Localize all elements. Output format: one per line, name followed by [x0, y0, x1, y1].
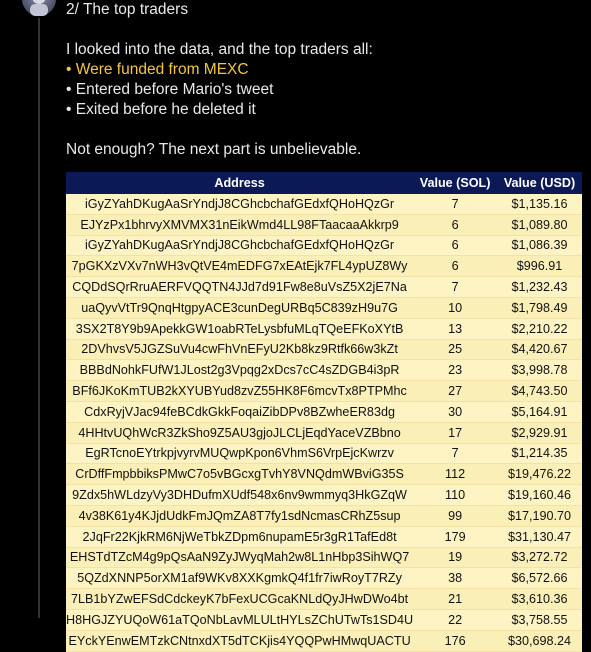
cell-value-sol: 25 — [413, 339, 497, 360]
table-row — [66, 277, 582, 298]
cell-value-usd: $3,998.78 — [497, 360, 582, 381]
table-row — [66, 214, 582, 235]
table-row — [66, 443, 582, 464]
table-row — [66, 194, 582, 214]
cell-value-usd: $3,758.55 — [497, 609, 582, 630]
cell-value-usd: $1,798.49 — [497, 297, 582, 318]
cell-address: iGyZYahDKugAaSrYndjJ8CGhcbchafGEdxfQHoHQzGr — [66, 235, 413, 256]
table-row — [66, 318, 582, 339]
column-header-address: Address — [66, 172, 413, 194]
cell-value-usd: $1,086.39 — [497, 235, 582, 256]
cell-value-sol: 7 — [413, 443, 497, 464]
cell-value-usd: $19,476.22 — [497, 464, 582, 485]
post-intro: I looked into the data, and the top traders all: — [66, 41, 373, 58]
bullet-mexc: • Were funded from MEXC — [66, 61, 249, 78]
cell-value-sol: 176 — [413, 630, 497, 651]
cell-value-sol: 112 — [413, 464, 497, 485]
cell-value-usd: $996.91 — [497, 256, 582, 277]
post-header: 2/ The top traders — [66, 1, 189, 18]
cell-value-usd: $2,210.22 — [497, 318, 582, 339]
cell-address: 2JqFr22KjkRM6NjWeTbkZDpm6nupamE5r3gR1TafEd8t — [66, 526, 413, 547]
thread-line — [38, 18, 40, 618]
cell-value-usd: $2,929.91 — [497, 422, 582, 443]
cell-address: EHSTdTZcM4g9pQsAaN9ZyJWyqMah2w8L1nHbp3SihWQ7 — [66, 547, 413, 568]
cell-value-usd: $6,572.66 — [497, 568, 582, 589]
cell-address: CrDffFmpbbiksPMwC7o5vBGcxgTvhY8VNQdmWBviG35S — [66, 464, 413, 485]
cell-value-usd: $30,698.24 — [497, 630, 582, 651]
table-row — [66, 464, 582, 485]
cell-address: EgRTcnoEYtrkpjvyrvMUQwpKpon6VhmS6VrpEjcKwrzv — [66, 443, 413, 464]
cell-address: BBBdNohkFUfW1JLost2g3Vpqg2xDcs7cC4sZDGB4i3pR — [66, 360, 413, 381]
cell-value-sol: 110 — [413, 485, 497, 506]
table-row — [66, 589, 582, 610]
cell-value-sol: 7 — [413, 194, 497, 214]
table-row — [66, 630, 582, 651]
cell-value-usd: $31,130.47 — [497, 526, 582, 547]
cell-value-sol: 10 — [413, 297, 497, 318]
cell-address: 9Zdx5hWLdzyVy3DHDufmXUdf548x6nv9wmmyq3HkGZqW — [66, 485, 413, 506]
cell-address: 5QZdXNNP5orXM1af9WKv8XXKgmkQ4f1fr7iwRoyT7RZy — [66, 568, 413, 589]
table-row — [66, 505, 582, 526]
cell-value-usd: $17,190.70 — [497, 505, 582, 526]
post-closing: Not enough? The next part is unbelievable. — [66, 141, 362, 158]
avatar[interactable] — [22, 0, 56, 16]
cell-value-sol: 99 — [413, 505, 497, 526]
column-header-sol: Value (SOL) — [413, 172, 497, 194]
cell-address: 4HHtvUQhWcR3ZkSho9Z5AU3gjoJLCLjEqdYaceVZBbno — [66, 422, 413, 443]
table-row — [66, 422, 582, 443]
cell-address: 7LB1bYZwEFSdCdckeyK7bFexUCGcaKNLdQyJHwDWo4bt — [66, 589, 413, 610]
table-row — [66, 485, 582, 506]
bullet-entered: • Entered before Mario's tweet — [66, 81, 274, 98]
cell-value-usd: $1,135.16 — [497, 194, 582, 214]
cell-value-usd: $19,160.46 — [497, 485, 582, 506]
cell-value-sol: 13 — [413, 318, 497, 339]
cell-value-usd: $4,743.50 — [497, 381, 582, 402]
cell-address: CdxRyjVJac94feBCdkGkkFoqaiZibDPv8BZwheER83dg — [66, 401, 413, 422]
table-row — [66, 401, 582, 422]
cell-address: EJYzPx1bhrvyXMVMX31nEikWmd4LL98FTaacaaAkkrp9 — [66, 214, 413, 235]
cell-value-sol: 27 — [413, 381, 497, 402]
cell-value-usd: $3,272.72 — [497, 547, 582, 568]
table-row — [66, 547, 582, 568]
table-row — [66, 568, 582, 589]
table-row — [66, 381, 582, 402]
cell-address: 7pGKXzVXv7nWH3vQtVE4mEDFG7xEAtEjk7FL4ypUZ8Wy — [66, 256, 413, 277]
traders-table — [66, 172, 582, 652]
table-row — [66, 526, 582, 547]
table-row — [66, 360, 582, 381]
cell-value-sol: 6 — [413, 214, 497, 235]
cell-value-sol: 6 — [413, 256, 497, 277]
cell-value-sol: 17 — [413, 422, 497, 443]
cell-value-usd: $4,420.67 — [497, 339, 582, 360]
cell-value-sol: 22 — [413, 609, 497, 630]
cell-address: EYckYEnwEMTzkCNtnxdXT5dTCKjis4YQQPwHMwqUACTU — [66, 630, 413, 651]
cell-value-sol: 7 — [413, 277, 497, 298]
cell-value-usd: $1,214.35 — [497, 443, 582, 464]
cell-address: iGyZYahDKugAaSrYndjJ8CGhcbchafGEdxfQHoHQzGr — [66, 194, 413, 214]
cell-value-usd: $1,232.43 — [497, 277, 582, 298]
cell-address: CQDdSQrRruAERFVQQTN4JJd7d91Fw8e8uVsZ5X2jE7Na — [66, 277, 413, 298]
cell-value-usd: $3,610.36 — [497, 589, 582, 610]
column-header-usd: Value (USD) — [497, 172, 582, 194]
traders-table-image[interactable] — [66, 172, 582, 648]
cell-value-usd: $5,164.91 — [497, 401, 582, 422]
cell-value-sol: 21 — [413, 589, 497, 610]
table-row — [66, 256, 582, 277]
cell-address: BFf6JKoKmTUB2kXYUBYud8zvZ55HK8F6mcvTx8PTPMhc — [66, 381, 413, 402]
cell-address: uaQyvVtTr9QnqHtgpyACE3cunDegURBq5C839zH9u7G — [66, 297, 413, 318]
table-row — [66, 339, 582, 360]
cell-value-sol: 38 — [413, 568, 497, 589]
cell-value-sol: 6 — [413, 235, 497, 256]
table-row — [66, 609, 582, 630]
cell-address: H8HGJZYUQoW61aTQoNbLavMLULtHYLsZChUTwTs1SD4U — [66, 609, 413, 630]
table-header-row — [66, 172, 582, 194]
cell-address: 2DVhvsV5JGZSuVu4cwFhVnEFyU2Kb8kz9Rtfk66w3kZt — [66, 339, 413, 360]
cell-address: 3SX2T8Y9b9ApekkGW1oabRTeLysbfuMLqTQeEFKoXYtB — [66, 318, 413, 339]
cell-value-sol: 23 — [413, 360, 497, 381]
cell-value-sol: 30 — [413, 401, 497, 422]
cell-value-sol: 19 — [413, 547, 497, 568]
cell-value-usd: $1,089.80 — [497, 214, 582, 235]
table-row — [66, 297, 582, 318]
bullet-exited: • Exited before he deleted it — [66, 101, 256, 118]
cell-value-sol: 179 — [413, 526, 497, 547]
cell-address: 4v38K61y4KJjdUdkFmJQmZA8T7fy1sdNcmasCRhZ5sup — [66, 505, 413, 526]
table-row — [66, 235, 582, 256]
